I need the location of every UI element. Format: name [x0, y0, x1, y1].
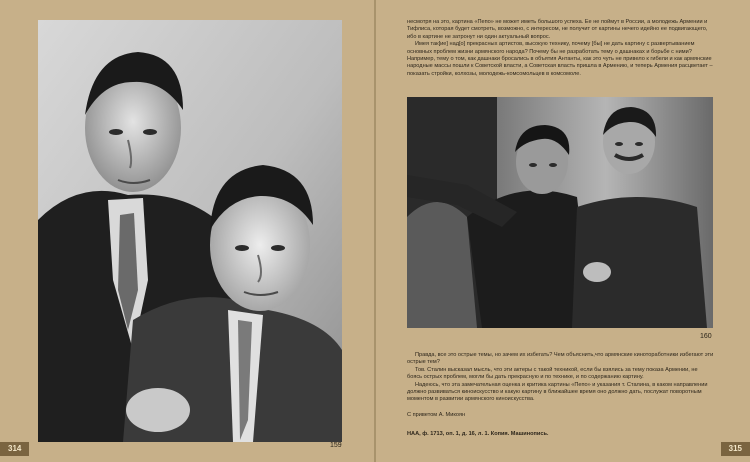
figure-caption-160: 160 — [700, 333, 712, 340]
portrait-photo-two-men — [38, 20, 342, 442]
body-text-bottom — [407, 352, 714, 404]
paragraph: несмотря на это, картина «Пепо» не может иметь большого успеха. Ее не поймут в России, а молодежь Армении и Тифлиса, которая будет смотреть, возможно, с интересом, не получит от картины нечего идейно ее подвигающего, ибо в картине не затронут ни один актуальный вопрос. — [407, 19, 708, 40]
body-text-top — [407, 19, 714, 78]
figure-caption-159: 159 — [330, 442, 342, 449]
archive-source: НАА, ф. 1713, оп. 1, д. 16, л. 1. Копия. Машинопись. — [407, 431, 549, 437]
paragraph: Тов. Сталин высказал мысль, что эти актеры с такой техникой, если бы взялись за тему показа Армении, не боясь острых проблем, могли бы дать прекрасную и по технике, и по содержанию картину. — [407, 366, 698, 381]
page-number-left: 314 — [0, 442, 29, 456]
paragraph: Имея так[ие] над[о] прекрасных артистов, высокую технику, почему [бы] не дать картину с развертыванием основных проблем жизни армянского народа? Почему бы не разработать тему о дашнаках и борьбе с ними? Например, тему о том, как дашнаки бросались в объятия Антанты, как это чуть не привело к гибели и как армянские народные массы пошли к Советской власти, а Советская власть пришла в Армению, и теперь Армения расцветает – показать стройки, колхозы, молодежь-комсомольцев в комсомоле. — [407, 41, 713, 77]
paragraph: Надеюсь, что эта замечательная оценка и критика картины «Пепо» и указания т. Сталина, в каком направлении должно развиваться киноискусство и какую картину в ближайшее время оно должно дать, послужат поворотным моментом в развитии армянского киноискусства. — [407, 381, 708, 403]
signature-line: С приветом А. Микоян — [407, 412, 466, 418]
photo-two-men-walking — [407, 97, 713, 328]
page-number-right: 315 — [721, 442, 750, 456]
paragraph: Правда, все это острые темы, но зачем их избегать? Чем объяснить,что армянские кинотоработники избегают эти острые тем? — [407, 352, 714, 366]
